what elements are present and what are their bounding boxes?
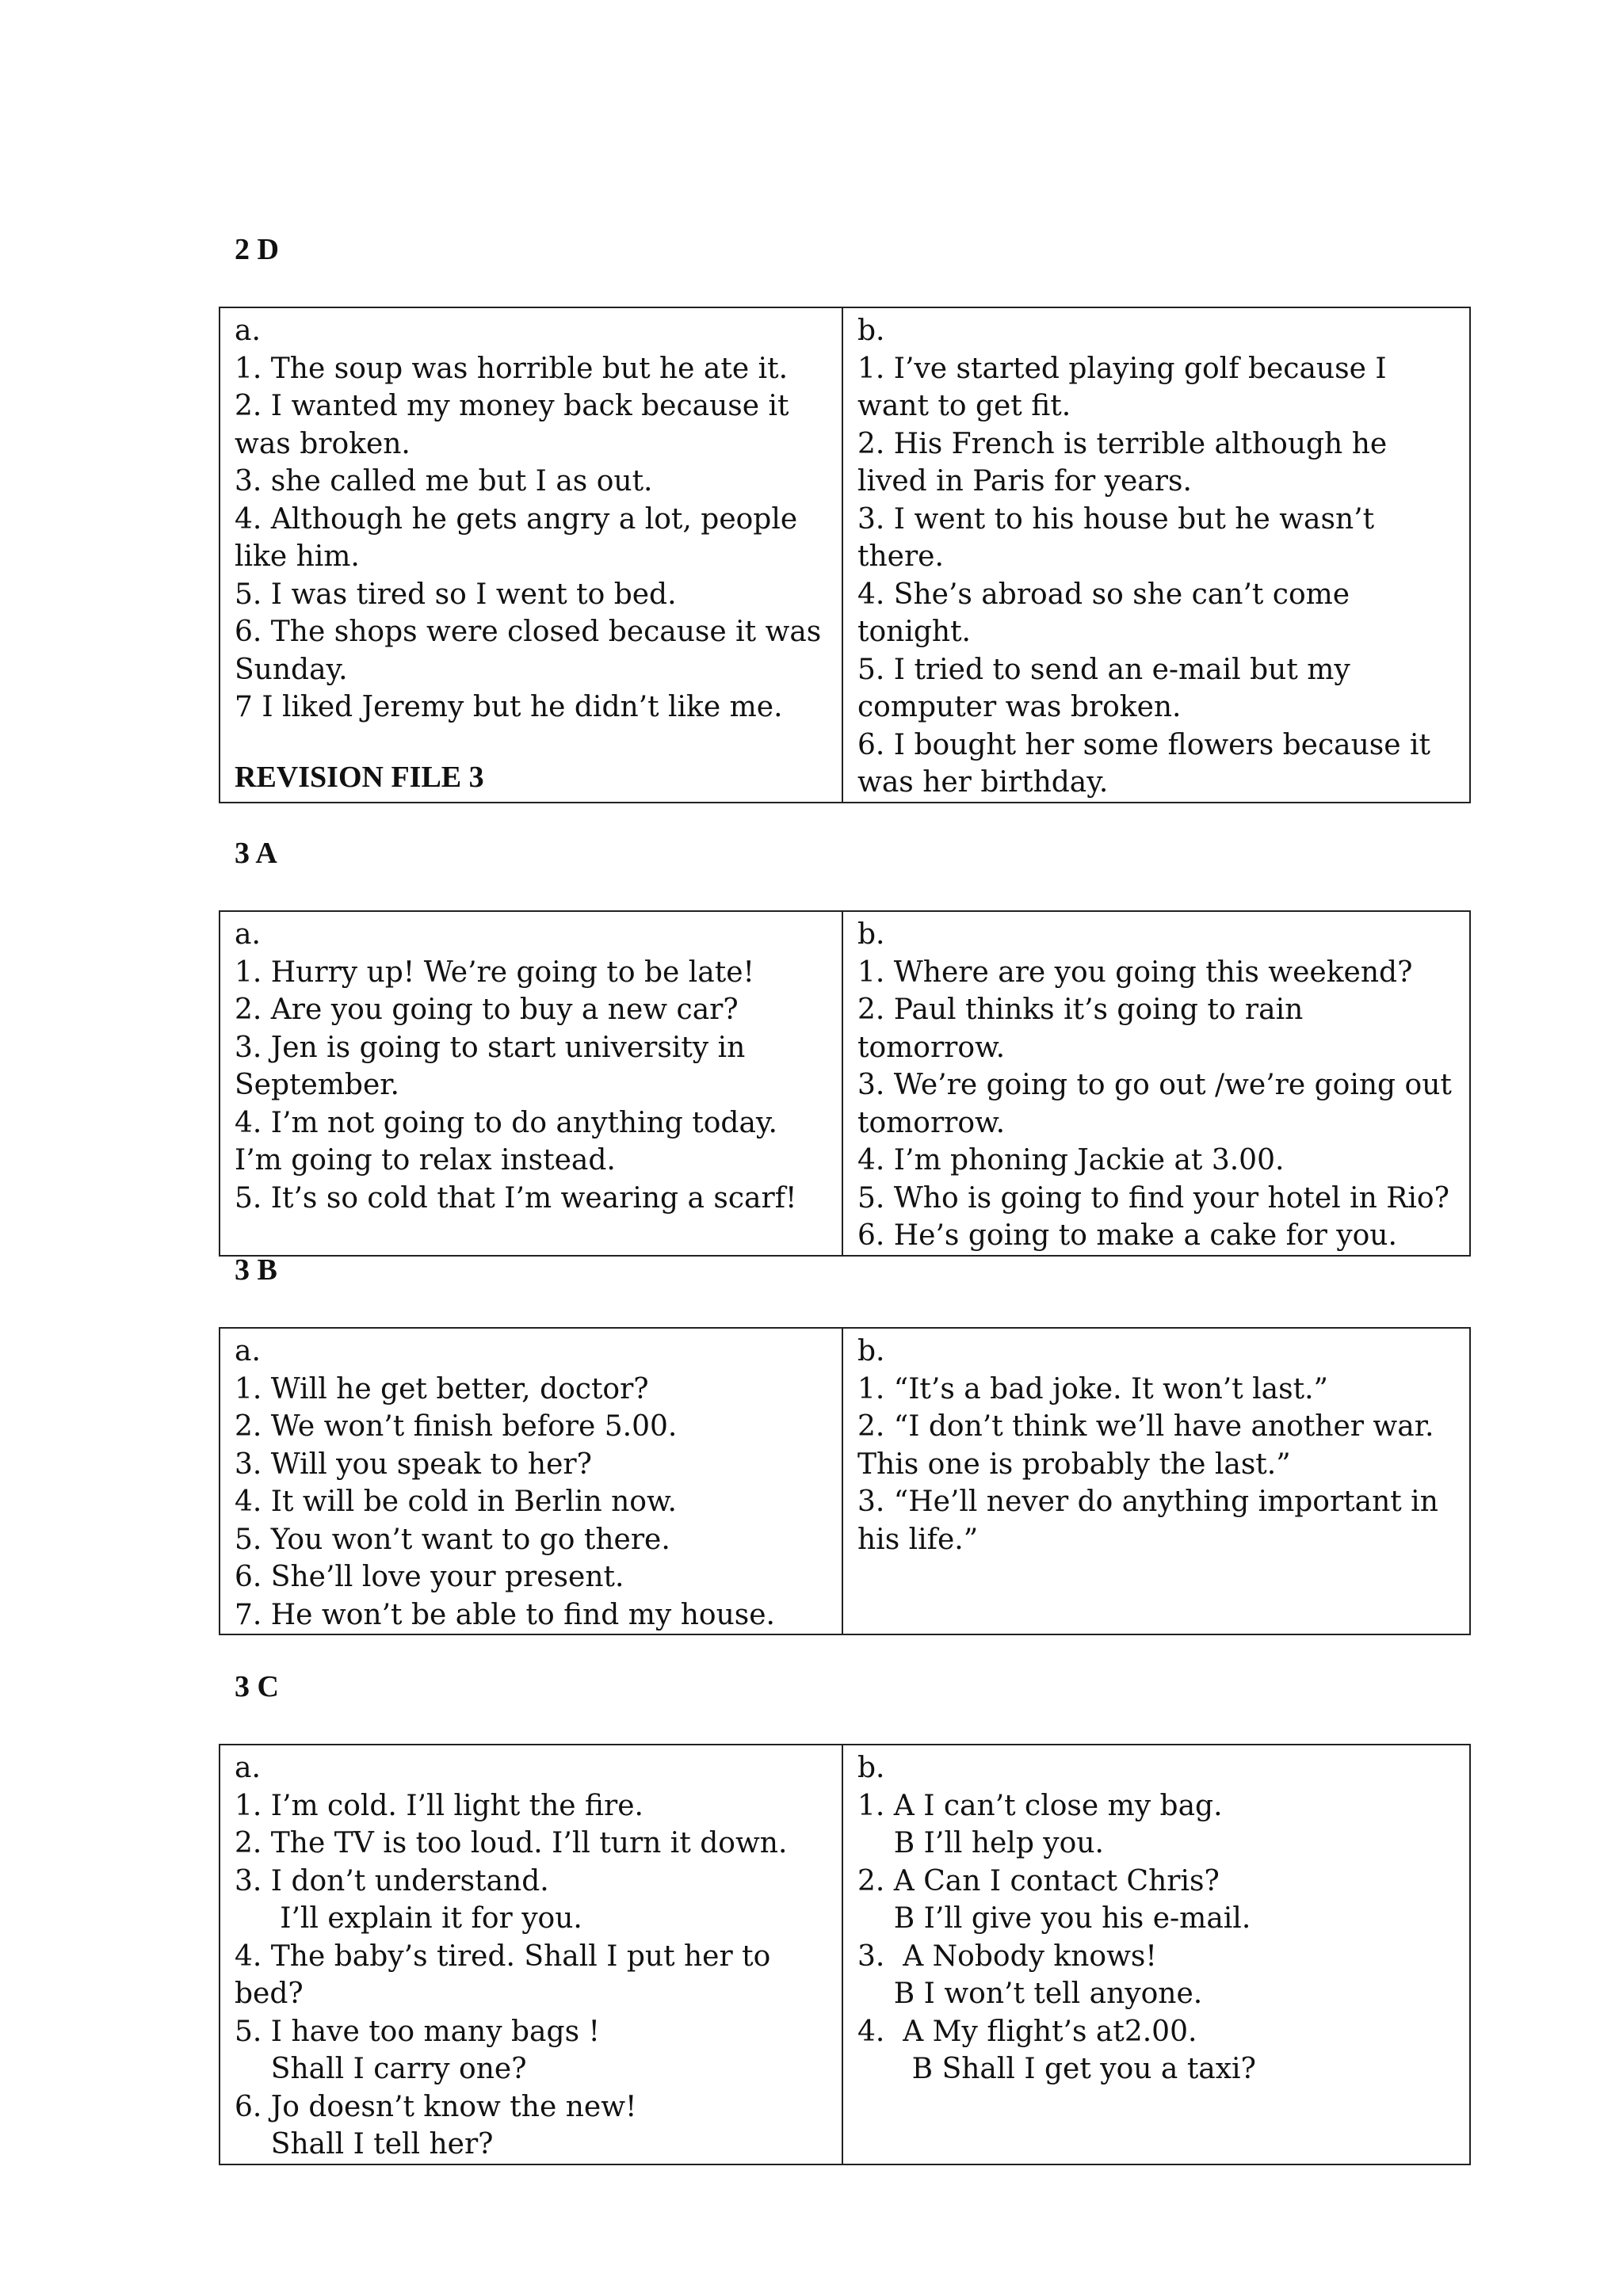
sentence: 4. She’s abroad so she can’t come tonight. (857, 578, 1359, 648)
sentence: 6. She’ll love your present. (235, 1561, 624, 1593)
sentence: 7. He won’t be able to find my house. (235, 1598, 775, 1631)
sentence: 4. Although he gets angry a lot, people like him. (235, 502, 807, 573)
sentence: 2. His French is terrible although he lived in Paris for years. (857, 427, 1396, 498)
column-label: a. (235, 918, 261, 951)
column-b (842, 1328, 1470, 1634)
sentence: 7 I liked Jeremy but he didn’t like me. (235, 691, 783, 723)
sentence: Shall I tell her? (235, 2128, 494, 2161)
column-label: a. (235, 1752, 261, 1784)
sentence: 4. The baby’s tired. Shall I put her to bed? (235, 1939, 780, 2010)
sentence: 2. A Can I contact Chris? (857, 1864, 1220, 1897)
sentence: 5. I have too many bags ! (235, 2015, 600, 2048)
sentence: 1. Where are you going this weekend? (857, 955, 1413, 989)
sentence: I’ll explain it for you. (235, 1902, 582, 1935)
sentence: 6. I bought her some flowers because it was her birthday. (857, 728, 1440, 799)
sentence: 6. Jo doesn’t know the new! (235, 2090, 637, 2123)
column-a (220, 911, 842, 1256)
sentence: 4. A My flight’s at2.00. (857, 2015, 1197, 2048)
exercise-table-2d (219, 307, 1471, 803)
section-heading-2d: 2 D (235, 233, 279, 266)
section-heading-3a: 3 A (235, 837, 277, 870)
column-a (220, 1328, 842, 1634)
sentence: 3. Jen is going to start university in September. (235, 1031, 754, 1101)
sentence: 1. A I can’t close my bag. (857, 1789, 1223, 1822)
sentence: 5. I tried to send an e-mail but my computer was broken. (857, 653, 1360, 723)
column-a (220, 1745, 842, 2164)
sentence: 2. “I don’t think we’ll have another war. This one is probably the last.” (857, 1410, 1443, 1481)
exercise-table-3c (219, 1744, 1471, 2165)
sentence: 3. “He’ll never do anything important in his life.” (857, 1486, 1448, 1556)
sentence: 4. I’m not going to do anything today. I’m going to relax instead. (235, 1106, 787, 1177)
sentence: 2. Paul thinks it’s going to rain tomorrow. (857, 994, 1312, 1064)
section-heading-3c: 3 C (235, 1670, 279, 1703)
revision-file-heading: REVISION FILE 3 (235, 761, 484, 794)
sentence: 1. Will he get better, doctor? (235, 1372, 649, 1405)
sentence: B Shall I get you a taxi? (857, 2053, 1256, 2085)
sentence: 1. I’ve started playing golf because I want to get fit. (857, 352, 1396, 422)
column-label: b. (857, 315, 885, 347)
sentence: 2. We won’t finish before 5.00. (235, 1410, 678, 1443)
column-label: b. (857, 1335, 885, 1367)
sentence: 3. A Nobody knows! (857, 1939, 1157, 1973)
column-label: a. (235, 1335, 261, 1367)
sentence: B I won’t tell anyone. (857, 1978, 1203, 2010)
sentence: 2. Are you going to buy a new car? (235, 994, 739, 1026)
sentence: 3. she called me but I as out. (235, 465, 653, 498)
section-heading-3b: 3 B (235, 1253, 277, 1287)
sentence: 5. Who is going to find your hotel in Rio? (857, 1181, 1449, 1215)
column-label: b. (857, 1752, 885, 1784)
exercise-table-3b (219, 1327, 1471, 1635)
sentence: 3. I went to his house but he wasn’t there. (857, 502, 1384, 573)
sentence: B I’ll give you his e-mail. (857, 1902, 1251, 1935)
sentence: 5. I was tired so I went to bed. (235, 578, 677, 611)
sentence: 1. The soup was horrible but he ate it. (235, 352, 789, 385)
sentence: 4. I’m phoning Jackie at 3.00. (857, 1144, 1285, 1177)
column-b (842, 1745, 1470, 2164)
sentence: 4. It will be cold in Berlin now. (235, 1486, 677, 1518)
sentence: 1. I’m cold. I’ll light the fire. (235, 1789, 643, 1822)
column-b (842, 911, 1470, 1256)
sentence: 3. We’re going to go out /we’re going out tomorrow. (857, 1069, 1461, 1139)
sentence: 1. “It’s a bad joke. It won’t last.” (857, 1372, 1328, 1405)
sentence: Shall I carry one? (235, 2053, 527, 2085)
sentence: B I’ll help you. (857, 1827, 1104, 1859)
sentence: 3. I don’t understand. (235, 1864, 549, 1897)
sentence: 1. Hurry up! We’re going to be late! (235, 955, 754, 989)
column-a (220, 307, 842, 803)
column-label: a. (235, 315, 261, 347)
sentence: 6. He’s going to make a cake for you. (857, 1219, 1397, 1252)
sentence: 2. The TV is too loud. I’ll turn it down. (235, 1827, 788, 1859)
sentence: 6. The shops were closed because it was Sunday. (235, 616, 831, 686)
column-b (842, 307, 1470, 803)
sentence: 3. Will you speak to her? (235, 1447, 592, 1481)
sentence: 5. It’s so cold that I’m wearing a scarf! (235, 1181, 797, 1215)
exercise-table-3a (219, 910, 1471, 1257)
sentence: 5. You won’t want to go there. (235, 1523, 670, 1556)
column-label: b. (857, 918, 885, 951)
sentence: 2. I wanted my money back because it was broken. (235, 390, 798, 460)
